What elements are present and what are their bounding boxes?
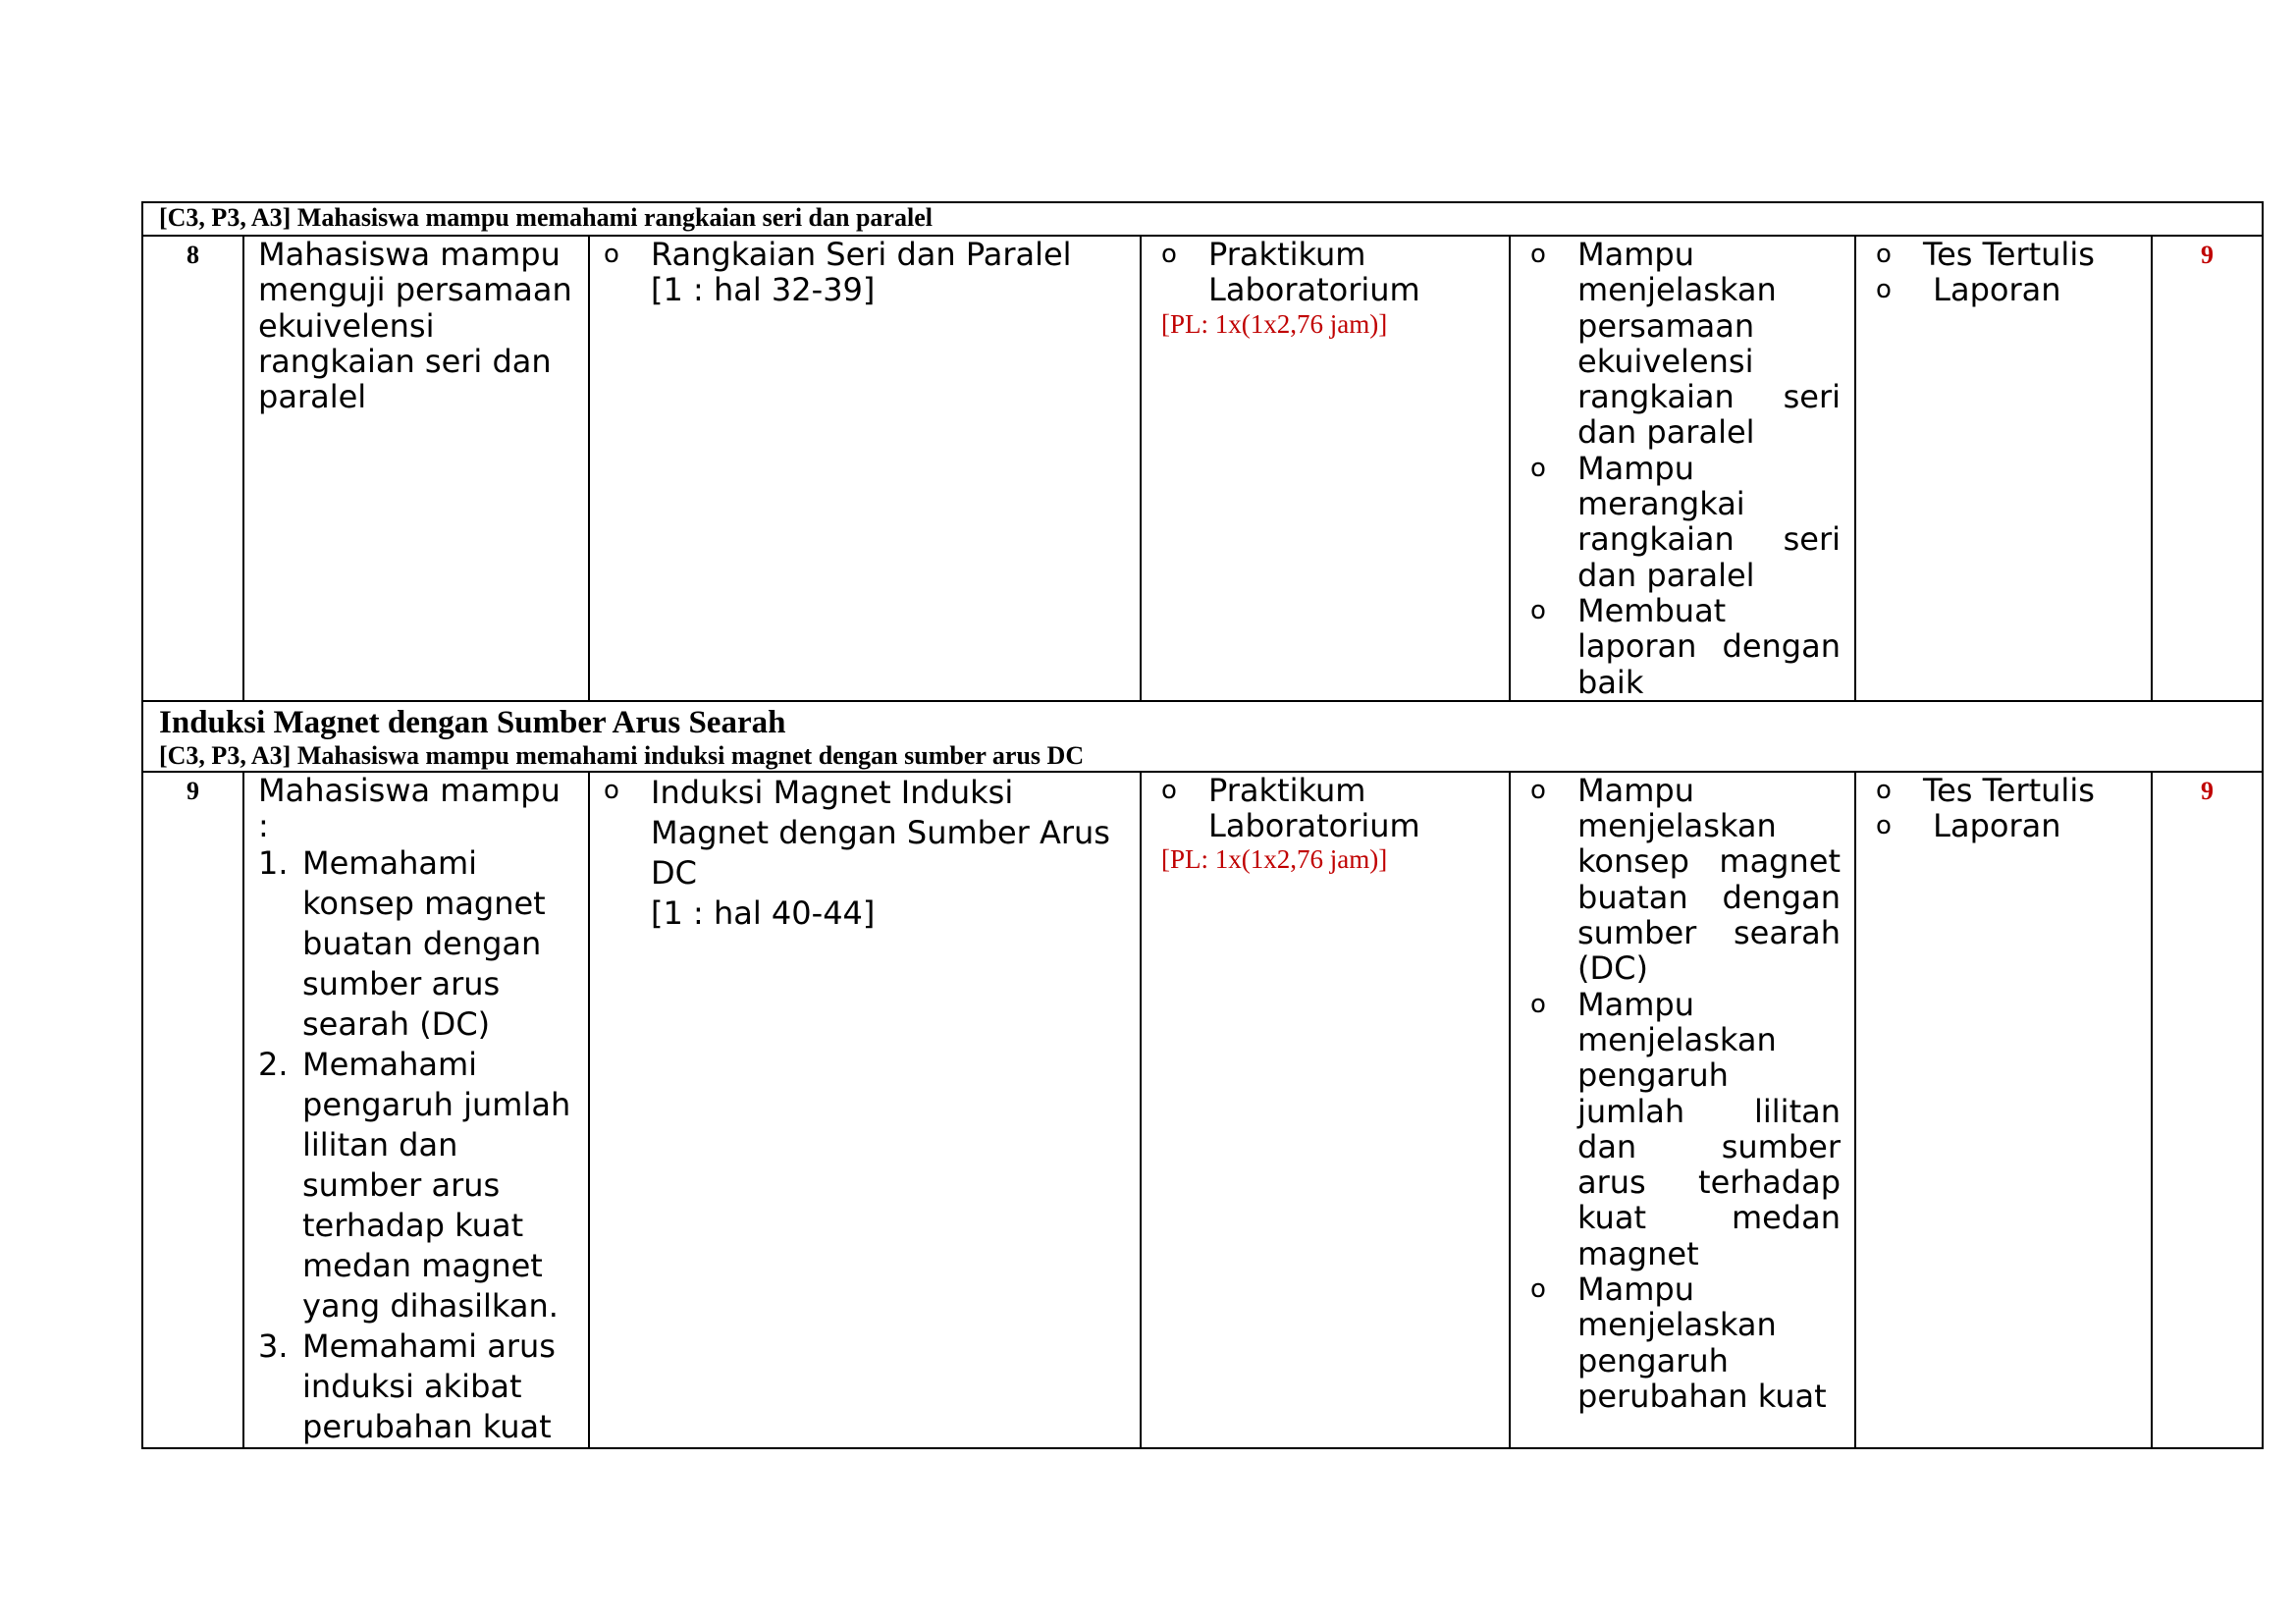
section-header-row — [142, 701, 2263, 772]
material-ref: [1 : hal 32-39] — [651, 271, 876, 309]
method-cell — [1141, 236, 1510, 701]
section-title: Induksi Magnet dengan Sumber Arus Searah — [159, 704, 786, 740]
bullet-icon: o — [1876, 775, 1892, 805]
bullet-icon: o — [1530, 453, 1546, 483]
table-row — [142, 772, 2263, 1449]
material-topic: Rangkaian Seri dan Paralel — [651, 236, 1072, 273]
material-ref: [1 : hal 40-44] — [651, 893, 876, 932]
list-item: 1. Memahami konsep magnet buatan dengan sumber arus searah (DC) — [258, 844, 546, 1044]
list-item: 2. Memahami pengaruh jumlah lilitan dan sumber arus terhadap kuat medan magnet yang dihasilkan. — [258, 1046, 571, 1325]
score-value: 9 — [2152, 772, 2263, 1449]
indicator-item — [1530, 773, 1841, 987]
assessment-item — [1876, 808, 2141, 843]
indicator-text: Mampu merangkai rangkaian seri dan paralel — [1577, 449, 1841, 594]
indicator-item — [1530, 1271, 1841, 1414]
material-cell — [589, 236, 1141, 701]
indicator-item — [1530, 987, 1841, 1271]
bullet-icon: o — [1530, 775, 1546, 805]
bullet-icon: o — [1161, 240, 1177, 269]
indicator-cell — [1510, 236, 1855, 701]
list-item: 3. Memahami arus induksi akibat perubahan kuat — [258, 1327, 556, 1446]
indicator-item — [1530, 237, 1841, 451]
indicator-item — [1530, 593, 1841, 700]
bullet-icon: o — [1530, 595, 1546, 625]
cpmk-text: Mahasiswa mampu menguji persamaan ekuivelensi rangkaian seri dan paralel — [258, 236, 572, 416]
bullet-icon: o — [1530, 989, 1546, 1019]
indicator-text: Mampu menjelaskan konsep magnet buatan dengan sumber searah (DC) — [1577, 771, 1841, 988]
bullet-icon: o — [1530, 1274, 1546, 1305]
bullet-icon: o — [604, 240, 619, 269]
bullet-icon: o — [1876, 811, 1892, 841]
section-header-row — [142, 202, 2263, 236]
method-cell — [1141, 772, 1510, 1449]
assessment-text: Laporan — [1923, 271, 2061, 309]
indicator-cell — [1510, 772, 1855, 1449]
material-cell — [589, 772, 1141, 1449]
rps-table — [141, 201, 2264, 1449]
cpmk-text: Mahasiswa mampu : — [258, 771, 561, 845]
bullet-icon: o — [1876, 275, 1892, 305]
bullet-icon: o — [1530, 240, 1546, 269]
indicator-item — [1530, 451, 1841, 593]
indicator-text: Mampu menjelaskan persamaan ekuivelensi rangkaian seri dan paralel — [1577, 236, 1841, 452]
assessment-item — [1876, 237, 2141, 272]
assessment-cell — [1855, 236, 2152, 701]
bullet-icon: o — [1876, 240, 1892, 269]
score-value: 9 — [2152, 236, 2263, 701]
section-header-cell — [142, 701, 2263, 772]
assessment-cell — [1855, 772, 2152, 1449]
material-item — [604, 773, 1130, 934]
method-name: Praktikum Laboratorium — [1208, 236, 1420, 309]
method-time: [PL: 1x(1x2,76 jam)] — [1161, 844, 1388, 875]
bullet-icon: o — [604, 775, 619, 805]
assessment-item — [1876, 773, 2141, 808]
method-time: [PL: 1x(1x2,76 jam)] — [1161, 308, 1388, 339]
cpmk-list — [258, 843, 576, 1447]
assessment-text: Laporan — [1923, 807, 2061, 845]
indicator-text: Membuat laporan dengan baik — [1577, 591, 1841, 701]
cpmk-cell — [243, 772, 589, 1449]
material-item — [604, 237, 1130, 308]
objective-text: [C3, P3, A3] Mahasiswa mampu memahami rangkaian seri dan paralel — [159, 203, 933, 232]
method-name: Praktikum Laboratorium — [1208, 771, 1420, 845]
week-number: 8 — [142, 236, 243, 701]
cpmk-cell — [243, 236, 589, 701]
table-row — [142, 236, 2263, 701]
objective-text: [C3, P3, A3] Mahasiswa mampu memahami induksi magnet dengan sumber arus DC — [159, 740, 1085, 770]
indicator-text: Mampu menjelaskan pengaruh jumlah lilitan dan sumber arus terhadap kuat medan magnet — [1577, 985, 1841, 1272]
method-item — [1161, 237, 1499, 308]
assessment-item — [1876, 272, 2141, 307]
assessment-text: Tes Tertulis — [1923, 236, 2095, 273]
method-item — [1161, 773, 1499, 844]
indicator-text: Mampu menjelaskan pengaruh perubahan kuat — [1577, 1271, 1827, 1415]
bullet-icon: o — [1161, 775, 1177, 805]
week-number: 9 — [142, 772, 243, 1449]
section-header-cell — [142, 202, 2263, 236]
material-topic: Induksi Magnet Induksi Magnet dengan Sumber Arus DC — [651, 773, 1110, 892]
assessment-text: Tes Tertulis — [1923, 771, 2095, 809]
